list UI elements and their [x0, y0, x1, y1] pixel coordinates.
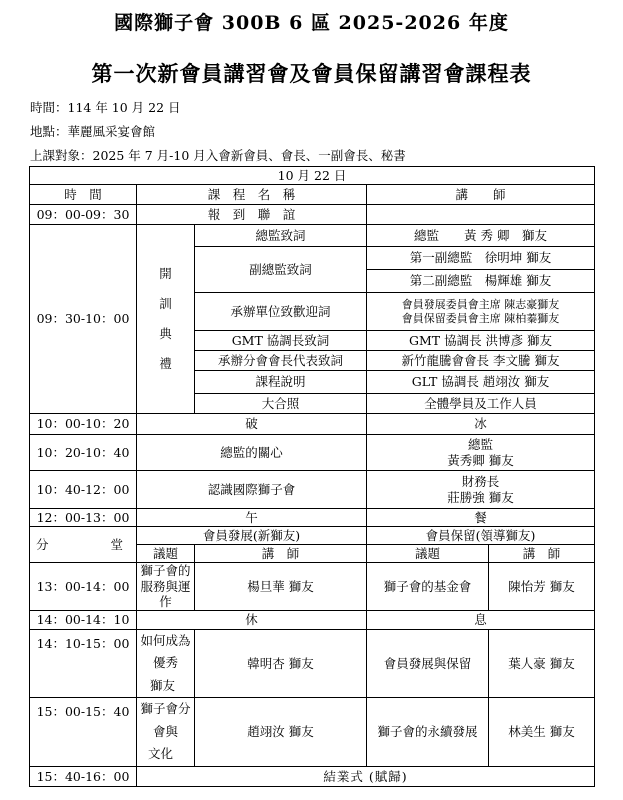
document-title: 國際獅子會 300B 6 區 2025-2026 年度 — [114, 12, 509, 34]
session-topic: 獅子會分會與 文化 — [137, 698, 195, 767]
time-cell: 15：40-16：00 — [30, 766, 137, 786]
session-row — [30, 629, 595, 698]
icebreak-row — [30, 414, 595, 435]
session-topic: 獅子會的服務與運作 — [137, 563, 195, 611]
opening-item-name: 承辦單位致歡迎詞 — [195, 293, 367, 331]
time-cell: 10：20-10：40 — [30, 435, 137, 471]
opening-item-name: 大合照 — [195, 394, 367, 414]
opening-item-name: GMT 協調長致詞 — [195, 331, 367, 351]
break-right: 息 — [367, 610, 595, 629]
col-lecturer: 講 師 — [195, 545, 367, 563]
track-new-members: 會員發展(新獅友) — [137, 527, 367, 545]
lunch-right: 餐 — [367, 509, 595, 527]
opening-item-lecturer: 新竹龍騰會會長 李文騰 獅友 — [367, 351, 595, 371]
opening-ceremony-label: 開 訓 典 禮 — [137, 225, 195, 414]
session-row — [30, 698, 595, 767]
date-row — [30, 167, 595, 185]
event-audience: 上課對象：2025 年 7 月-10 月入會新會員、會長、一副會長、秘書 — [30, 148, 406, 163]
opening-item-lecturer: 總監 黃 秀 卿 獅友 — [367, 225, 595, 247]
event-time: 時間：114 年 10 月 22 日 — [30, 100, 181, 115]
session-lecturer: 葉人豪 獅友 — [489, 629, 595, 698]
breakout-label: 分 堂 — [30, 527, 137, 563]
header-time: 時 間 — [30, 185, 137, 205]
governor-care-row — [30, 435, 595, 471]
session-lecturer: 林美生 獅友 — [489, 698, 595, 767]
opening-item-lecturer: 會員發展委員會主席 陳志豪獅友 會員保留委員會主席 陳柏蓁獅友 — [367, 293, 595, 331]
session-topic: 總監的關心 — [137, 435, 367, 471]
opening-row — [30, 225, 595, 247]
lunch-row — [30, 509, 595, 527]
session-lecturer: 陳怡芳 獅友 — [489, 563, 595, 611]
session-lecturer: 楊旦華 獅友 — [195, 563, 367, 611]
registration-label: 報 到 聯 誼 — [137, 205, 367, 225]
session-topic: 如何成為優秀 獅友 — [137, 629, 195, 698]
opening-item-name: 總監致詞 — [195, 225, 367, 247]
session-lecturer: 總監 黃秀卿 獅友 — [367, 435, 595, 471]
opening-item-lecturer: 第一副總監 徐明坤 獅友 — [367, 247, 595, 270]
closing-row — [30, 766, 595, 786]
break-left: 休 — [137, 610, 367, 629]
session-lecturer: 韓明杏 獅友 — [195, 629, 367, 698]
time-cell: 14：10-15：00 — [30, 629, 137, 698]
time-cell: 14：00-14：10 — [30, 610, 137, 629]
time-cell: 10：00-10：20 — [30, 414, 137, 435]
closing-label: 結業式 (賦歸) — [137, 766, 595, 786]
col-topic: 議題 — [137, 545, 195, 563]
time-cell: 09：30-10：00 — [30, 225, 137, 414]
session-lecturer: 趙翊汝 獅友 — [195, 698, 367, 767]
registration-row — [30, 205, 595, 225]
session-row — [30, 563, 595, 611]
opening-item-lecturer: GLT 協調長 趙翊汝 獅友 — [367, 371, 595, 394]
lunch-left: 午 — [137, 509, 367, 527]
col-topic: 議題 — [367, 545, 489, 563]
empty-cell — [367, 205, 595, 225]
time-cell: 09：00-09：30 — [30, 205, 137, 225]
track-retention: 會員保留(領導獅友) — [367, 527, 595, 545]
time-cell: 13：00-14：00 — [30, 563, 137, 611]
opening-item-lecturer: 第二副總監 楊輝雄 獅友 — [367, 270, 595, 293]
time-cell: 12：00-13：00 — [30, 509, 137, 527]
session-topic: 會員發展與保留 — [367, 629, 489, 698]
opening-item-name: 承辦分會會長代表致詞 — [195, 351, 367, 371]
header-row — [30, 185, 595, 205]
icebreak-right: 冰 — [367, 414, 595, 435]
header-course: 課 程 名 稱 — [137, 185, 367, 205]
icebreak-left: 破 — [137, 414, 367, 435]
opening-item-lecturer: 全體學員及工作人員 — [367, 394, 595, 414]
opening-item-name: 副總監致詞 — [195, 247, 367, 293]
session-topic: 獅子會的基金會 — [367, 563, 489, 611]
understanding-row — [30, 471, 595, 509]
session-topic: 獅子會的永續發展 — [367, 698, 489, 767]
schedule-table — [29, 166, 595, 787]
session-lecturer: 財務長 莊勝強 獅友 — [367, 471, 595, 509]
time-cell: 10：40-12：00 — [30, 471, 137, 509]
col-lecturer: 講 師 — [489, 545, 595, 563]
opening-item-name: 課程說明 — [195, 371, 367, 394]
document-subtitle: 第一次新會員講習會及會員保留講習會課程表 — [91, 61, 532, 86]
break-row — [30, 610, 595, 629]
breakout-track-row — [30, 527, 595, 545]
time-cell: 15：00-15：40 — [30, 698, 137, 767]
session-topic: 認識國際獅子會 — [137, 471, 367, 509]
opening-item-lecturer: GMT 協調長 洪博彥 獅友 — [367, 331, 595, 351]
event-location: 地點：華麗風采宴會館 — [30, 124, 156, 139]
schedule-date: 10 月 22 日 — [30, 167, 595, 185]
header-lecturer: 講 師 — [367, 185, 595, 205]
